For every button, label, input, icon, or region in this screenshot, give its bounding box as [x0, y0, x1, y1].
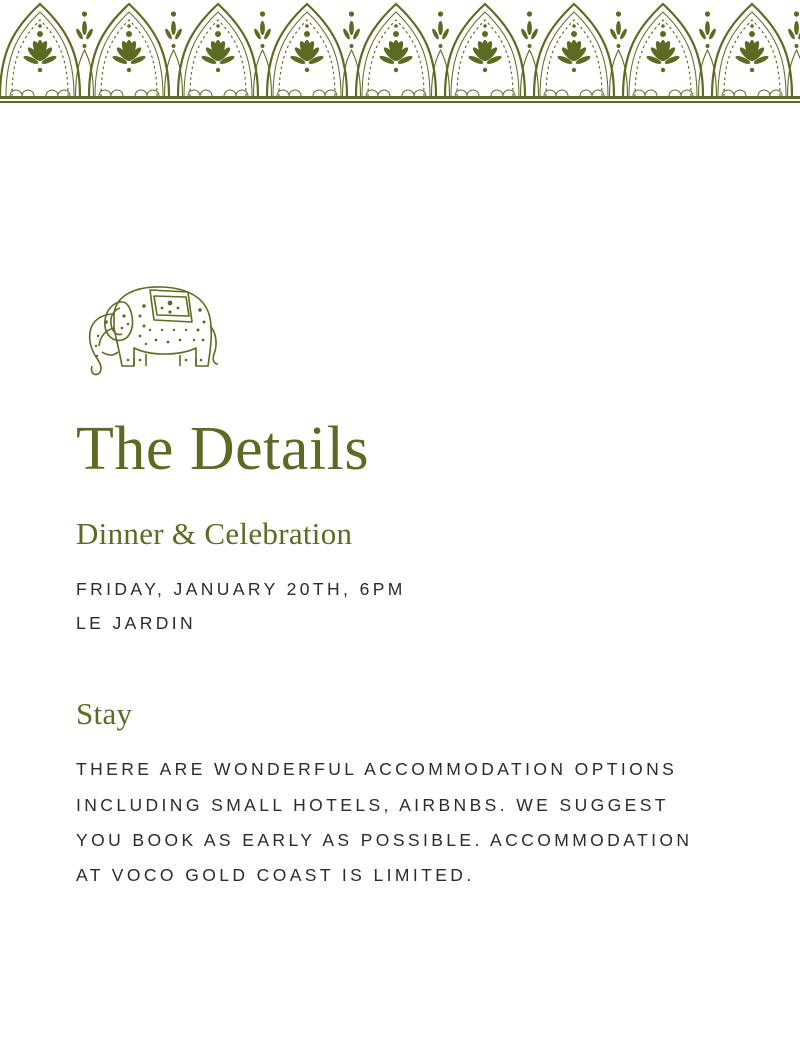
dinner-line-1: FRIDAY, JANUARY 20TH, 6PM: [76, 579, 406, 600]
stay-body-text: THERE ARE WONDERFUL ACCOMMODATION OPTIONS INCLUDING SMALL HOTELS, AIRBNBS. WE SUGGEST YOU BOOK AS EARLY AS POSSIBLE. ACCOMMODATION AT VOCO GOLD COAST IS LIMITED.: [76, 759, 693, 886]
dinner-line-2: LE JARDIN: [76, 613, 197, 634]
page-title: The Details: [76, 415, 370, 483]
border-rule-thick: [0, 96, 800, 99]
section-heading-dinner: Dinner & Celebration: [76, 516, 353, 552]
mandala-arch-border: [0, 0, 800, 104]
section-heading-stay: Stay: [76, 696, 133, 732]
details-card: [76, 270, 736, 894]
ornate-elephant-illustration: [76, 270, 236, 395]
border-rule-thin: [0, 101, 800, 103]
